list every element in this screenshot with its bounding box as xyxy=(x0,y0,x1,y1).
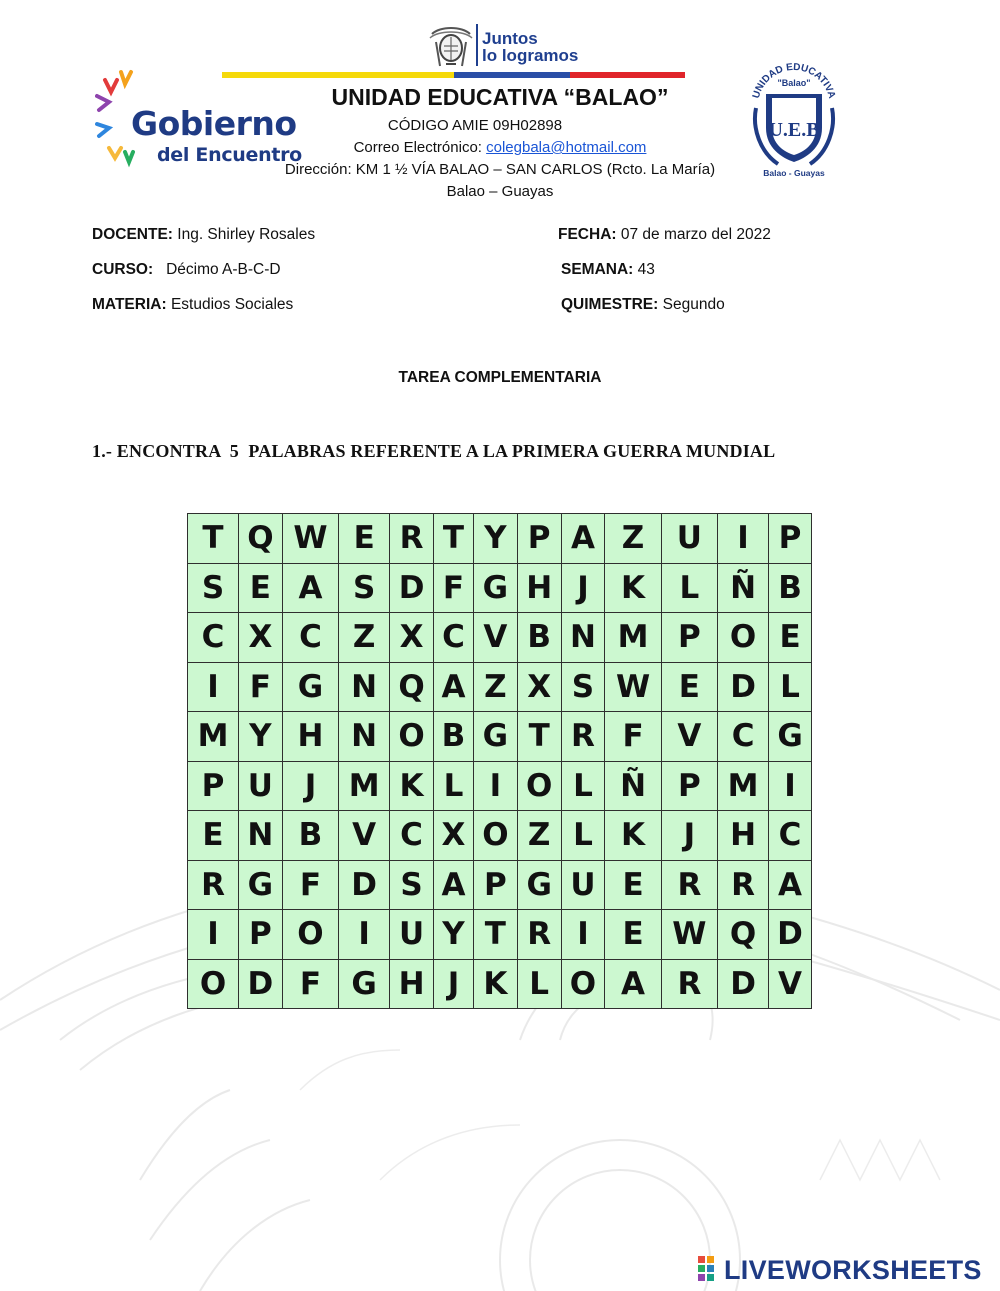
grid-cell[interactable]: E xyxy=(605,910,661,960)
grid-row xyxy=(188,563,812,613)
grid-cell[interactable]: D xyxy=(339,860,390,910)
grid-cell[interactable]: X xyxy=(239,613,283,663)
grid-cell[interactable]: C xyxy=(433,613,473,663)
grid-row xyxy=(188,860,812,910)
liveworksheets-logo xyxy=(698,1255,982,1285)
materia-label: MATERIA: xyxy=(92,296,167,313)
email-label: Correo Electrónico: xyxy=(353,139,482,156)
grid-cell[interactable]: B xyxy=(769,563,812,613)
materia-value: Estudios Sociales xyxy=(170,296,294,313)
grid-cell[interactable]: S xyxy=(390,860,434,910)
semana-value: 43 xyxy=(637,261,655,278)
grid-cell[interactable]: G xyxy=(517,860,561,910)
brand-line-1: Gobierno xyxy=(131,104,297,143)
grid-cell[interactable]: Q xyxy=(239,514,283,564)
grid-cell[interactable]: H xyxy=(390,959,434,1009)
grid-cell[interactable]: L xyxy=(561,761,605,811)
grid-cell[interactable]: M xyxy=(718,761,769,811)
grid-cell[interactable]: P xyxy=(239,910,283,960)
grid-cell[interactable]: O xyxy=(390,712,434,762)
grid-cell[interactable]: J xyxy=(561,563,605,613)
slogan-line-1: Juntos xyxy=(482,29,538,48)
grid-cell[interactable]: A xyxy=(433,860,473,910)
grid-cell[interactable]: D xyxy=(390,563,434,613)
fecha-label: FECHA: xyxy=(558,226,617,243)
school-name: UNIDAD EDUCATIVA “BALAO” xyxy=(331,84,669,110)
brand-line-2: del Encuentro xyxy=(157,144,302,166)
docente-field xyxy=(92,226,315,244)
grid-cell[interactable]: E xyxy=(339,514,390,564)
grid-cell[interactable]: U xyxy=(661,514,717,564)
grid-cell[interactable]: P xyxy=(661,761,717,811)
grid-cell[interactable]: M xyxy=(339,761,390,811)
materia-field xyxy=(92,296,293,314)
grid-row xyxy=(188,910,812,960)
grid-cell[interactable]: D xyxy=(718,662,769,712)
grid-cell[interactable]: L xyxy=(769,662,812,712)
grid-cell[interactable]: Y xyxy=(473,514,517,564)
grid-cell[interactable]: D xyxy=(239,959,283,1009)
grid-row xyxy=(188,613,812,663)
word-search-grid xyxy=(187,513,812,1009)
grid-cell[interactable]: I xyxy=(769,761,812,811)
grid-cell[interactable]: Y xyxy=(239,712,283,762)
grid-cell[interactable]: N xyxy=(239,811,283,861)
quimestre-field xyxy=(561,296,725,314)
grid-cell[interactable]: I xyxy=(188,662,239,712)
grid-cell[interactable]: R xyxy=(517,910,561,960)
grid-cell[interactable]: J xyxy=(282,761,338,811)
grid-cell[interactable]: E xyxy=(661,662,717,712)
grid-cell[interactable]: H xyxy=(517,563,561,613)
grid-cell[interactable]: R xyxy=(188,860,239,910)
grid-cell[interactable]: X xyxy=(517,662,561,712)
grid-cell[interactable]: A xyxy=(561,514,605,564)
grid-cell[interactable]: A xyxy=(605,959,661,1009)
curso-field xyxy=(92,261,281,279)
fecha-value: 07 de marzo del 2022 xyxy=(620,226,771,243)
email-line xyxy=(0,139,1000,156)
grid-cell[interactable]: R xyxy=(561,712,605,762)
grid-cell[interactable]: D xyxy=(769,910,812,960)
grid-cell[interactable]: G xyxy=(473,563,517,613)
grid-cell[interactable]: H xyxy=(282,712,338,762)
quimestre-value: Segundo xyxy=(662,296,725,313)
grid-row xyxy=(188,712,812,762)
docente-label: DOCENTE: xyxy=(92,226,173,243)
grid-cell[interactable]: O xyxy=(282,910,338,960)
grid-cell[interactable]: W xyxy=(282,514,338,564)
semana-field xyxy=(561,261,655,279)
grid-cell[interactable]: C xyxy=(188,613,239,663)
grid-cell[interactable]: M xyxy=(605,613,661,663)
grid-cell[interactable]: Q xyxy=(718,910,769,960)
grid-cell[interactable]: G xyxy=(769,712,812,762)
grid-cell[interactable]: U xyxy=(561,860,605,910)
grid-cell[interactable]: P xyxy=(661,613,717,663)
grid-cell[interactable]: A xyxy=(282,563,338,613)
task-instruction: 1.- ENCONTRA 5 PALABRAS REFERENTE A LA PRIMERA GUERRA MUNDIAL xyxy=(92,441,776,461)
grid-cell[interactable]: V xyxy=(661,712,717,762)
grid-cell[interactable]: I xyxy=(561,910,605,960)
grid-cell[interactable]: O xyxy=(473,811,517,861)
grid-cell[interactable]: Z xyxy=(473,662,517,712)
grid-cell[interactable]: X xyxy=(390,613,434,663)
grid-cell[interactable]: Z xyxy=(339,613,390,663)
grid-cell[interactable]: P xyxy=(517,514,561,564)
grid-cell[interactable]: R xyxy=(718,860,769,910)
grid-cell[interactable]: U xyxy=(239,761,283,811)
grid-cell[interactable]: P xyxy=(473,860,517,910)
grid-cell[interactable]: E xyxy=(769,613,812,663)
grid-cell[interactable]: V xyxy=(473,613,517,663)
grid-cell[interactable]: N xyxy=(561,613,605,663)
seal-name: "Balao" xyxy=(777,78,811,88)
grid-cell[interactable]: E xyxy=(188,811,239,861)
coat-of-arms-icon xyxy=(428,22,474,70)
grid-cell[interactable]: C xyxy=(282,613,338,663)
task-title: TAREA COMPLEMENTARIA xyxy=(398,369,602,386)
seal-initials: U.E.B xyxy=(768,119,820,141)
grid-cell[interactable]: T xyxy=(433,514,473,564)
grid-cell[interactable]: E xyxy=(605,860,661,910)
grid-cell[interactable]: K xyxy=(605,563,661,613)
grid-cell[interactable]: J xyxy=(433,959,473,1009)
government-emblem xyxy=(428,22,474,70)
grid-cell[interactable]: P xyxy=(769,514,812,564)
fecha-field xyxy=(558,226,771,244)
liveworksheets-icon xyxy=(698,1256,724,1284)
address-line: Dirección: KM 1 ½ VÍA BALAO – SAN CARLOS (Rcto. La María) xyxy=(284,161,716,178)
grid-cell[interactable]: O xyxy=(188,959,239,1009)
grid-cell[interactable]: T xyxy=(188,514,239,564)
seal-arc-text: UNIDAD EDUCATIVA xyxy=(750,61,838,100)
grid-cell[interactable]: Y xyxy=(433,910,473,960)
grid-cell[interactable]: K xyxy=(605,811,661,861)
grid-cell[interactable]: O xyxy=(718,613,769,663)
curso-label: CURSO: xyxy=(92,261,154,278)
grid-cell[interactable]: U xyxy=(390,910,434,960)
grid-cell[interactable]: G xyxy=(282,662,338,712)
grid-cell[interactable]: X xyxy=(433,811,473,861)
grid-row xyxy=(188,514,812,564)
grid-cell[interactable]: G xyxy=(339,959,390,1009)
grid-cell[interactable]: C xyxy=(390,811,434,861)
slogan-line-2: lo logramos xyxy=(482,46,579,65)
grid-cell[interactable]: L xyxy=(517,959,561,1009)
seal-bottom-text: Balao - Guayas xyxy=(763,168,825,178)
grid-cell[interactable]: Q xyxy=(390,662,434,712)
grid-cell[interactable]: Ñ xyxy=(605,761,661,811)
grid-cell[interactable]: Ñ xyxy=(718,563,769,613)
grid-cell[interactable]: C xyxy=(718,712,769,762)
grid-cell[interactable]: K xyxy=(390,761,434,811)
grid-cell[interactable]: J xyxy=(661,811,717,861)
grid-cell[interactable]: B xyxy=(282,811,338,861)
grid-cell[interactable]: L xyxy=(561,811,605,861)
grid-cell[interactable]: Z xyxy=(605,514,661,564)
grid-cell[interactable]: S xyxy=(561,662,605,712)
semana-label: SEMANA: xyxy=(561,261,634,278)
grid-cell[interactable]: I xyxy=(718,514,769,564)
grid-cell[interactable]: Z xyxy=(517,811,561,861)
quimestre-label: QUIMESTRE: xyxy=(561,296,659,313)
grid-cell[interactable]: N xyxy=(339,712,390,762)
grid-cell[interactable]: I xyxy=(473,761,517,811)
grid-cell[interactable]: V xyxy=(769,959,812,1009)
grid-cell[interactable]: P xyxy=(188,761,239,811)
grid-cell[interactable]: T xyxy=(517,712,561,762)
grid-cell[interactable]: R xyxy=(390,514,434,564)
grid-cell[interactable]: S xyxy=(188,563,239,613)
city-line: Balao – Guayas xyxy=(446,183,554,200)
grid-cell[interactable]: V xyxy=(339,811,390,861)
grid-cell[interactable]: B xyxy=(433,712,473,762)
grid-cell[interactable]: W xyxy=(661,910,717,960)
docente-value: Ing. Shirley Rosales xyxy=(177,226,316,243)
amie-code: CÓDIGO AMIE 09H02898 xyxy=(387,117,563,134)
grid-cell[interactable]: I xyxy=(339,910,390,960)
grid-cell[interactable]: O xyxy=(561,959,605,1009)
grid-cell[interactable]: F xyxy=(433,563,473,613)
grid-cell[interactable]: F xyxy=(239,662,283,712)
grid-cell[interactable]: K xyxy=(473,959,517,1009)
grid-cell[interactable]: A xyxy=(433,662,473,712)
grid-cell[interactable]: E xyxy=(239,563,283,613)
grid-cell[interactable]: C xyxy=(769,811,812,861)
grid-cell[interactable]: F xyxy=(282,860,338,910)
grid-cell[interactable]: S xyxy=(339,563,390,613)
grid-cell[interactable]: T xyxy=(473,910,517,960)
grid-row xyxy=(188,811,812,861)
grid-row xyxy=(188,761,812,811)
grid-cell[interactable]: F xyxy=(282,959,338,1009)
grid-cell[interactable]: N xyxy=(339,662,390,712)
liveworksheets-brand: LIVEWORKSHEETS xyxy=(724,1254,982,1285)
grid-cell[interactable]: R xyxy=(661,860,717,910)
grid-cell[interactable]: F xyxy=(605,712,661,762)
grid-cell[interactable]: W xyxy=(605,662,661,712)
grid-cell[interactable]: H xyxy=(718,811,769,861)
grid-cell[interactable]: G xyxy=(239,860,283,910)
grid-cell[interactable]: L xyxy=(661,563,717,613)
grid-cell[interactable]: D xyxy=(718,959,769,1009)
grid-cell[interactable]: A xyxy=(769,860,812,910)
grid-row xyxy=(188,959,812,1009)
grid-row xyxy=(188,662,812,712)
grid-cell[interactable]: G xyxy=(473,712,517,762)
grid-cell[interactable]: O xyxy=(517,761,561,811)
grid-cell[interactable]: I xyxy=(188,910,239,960)
grid-cell[interactable]: B xyxy=(517,613,561,663)
email-link[interactable]: colegbala@hotmail.com xyxy=(486,139,647,156)
grid-cell[interactable]: R xyxy=(661,959,717,1009)
slogan-divider xyxy=(476,24,478,66)
grid-cell[interactable]: M xyxy=(188,712,239,762)
curso-value: Décimo A-B-C-D xyxy=(166,261,281,278)
grid-cell[interactable]: L xyxy=(433,761,473,811)
